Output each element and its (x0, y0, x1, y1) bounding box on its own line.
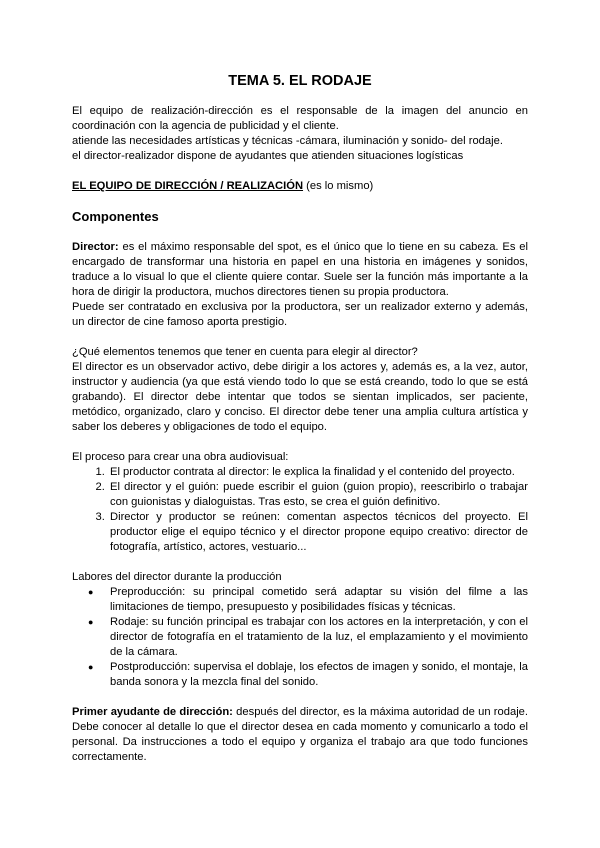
director-text: es el máximo responsable del spot, es el único que lo tiene en su cabeza. Es el encargado de transformar una historia en papel en una historia en imágenes y sonidos, traduce a lo visual lo que el cliente quiere contar. Suele ser la función más importante a la hora de dirigir la productora, muchos directores tienen su propia productora. (72, 241, 528, 298)
process-step: 1. El productor contrata al director: le explica la finalidad y el contenido del proyecto. (108, 465, 528, 480)
process-intro: El proceso para crear una obra audiovisual: (72, 451, 289, 463)
process-step: 2. El director y el guión: puede escribir el guion (guion propio), reescribirlo o trabajar con guionistas y dialoguistas. Tras esto, se crea el guión definitivo. (108, 480, 528, 510)
director-paragraph (72, 240, 528, 300)
bullet-icon: ● (88, 617, 94, 627)
section-heading-note: (es lo mismo) (306, 180, 374, 192)
subheading-componentes: Componentes (72, 209, 159, 224)
intro-paragraph-3: el director-realizador dispone de ayudantes que atienden situaciones logísticas (72, 150, 464, 162)
document-title: TEMA 5. EL RODAJE (228, 73, 372, 89)
document-page (72, 72, 528, 765)
labores-item-text: Postproducción: supervisa el doblaje, los efectos de imagen y sonido, el montaje, la banda sonora y la mezcla final del sonido. (110, 661, 528, 688)
question-answer: El director es un observador activo, debe dirigir a los actores y, además es, a la vez, autor, instructor y audiencia (ya que está viendo todo lo que se está creando, todo lo que se está grabando). El director debe intentar que todos se sientan implicados, ser paciente, metódico, organizado, claro y conciso. El director debe tener una amplia cultura artística y saber los deberes y obligaciones de todo el equipo. (72, 361, 528, 433)
ayudante-paragraph (72, 705, 528, 765)
ayudante-text: después del director, es la máxima autoridad de un rodaje. Debe conocer al detalle lo que el director desea en cada momento y comunicarlo a todo el personal. Da instrucciones a todo el equipo y organiza el trabajo ara que todo funciones correctamente. (72, 706, 529, 763)
intro-paragraph-2: atiende las necesidades artísticas y técnicas -cámara, iluminación y sonido- del rodaje. (72, 135, 503, 147)
labores-item (88, 585, 528, 615)
bullet-icon: ● (88, 587, 94, 597)
labores-item (88, 660, 528, 690)
bullet-icon: ● (88, 662, 94, 672)
ayudante-label: Primer ayudante de dirección: (72, 706, 233, 718)
process-step: 3. Director y productor se reúnen: comentan aspectos técnicos del proyecto. El productor elige el equipo técnico y el director propone equipo creativo: director de fotografía, artístico, actores, vestuario... (108, 510, 528, 555)
section-heading-text: EL EQUIPO DE DIRECCIÓN / REALIZACIÓN (72, 180, 304, 192)
labores-list (72, 585, 528, 690)
director-label: Director: (72, 241, 119, 253)
intro-paragraph-1: El equipo de realización-dirección es el responsable de la imagen del anuncio en coordinación con la agencia de publicidad y el cliente. (72, 105, 528, 132)
question-text: ¿Qué elementos tenemos que tener en cuenta para elegir al director? (72, 346, 418, 358)
section-heading (72, 179, 528, 194)
labores-item (88, 615, 528, 660)
labores-item-text: Rodaje: su función principal es trabajar con los actores en la interpretación, y con el director de fotografía en el tratamiento de la luz, el emplazamiento y el movimiento de la cámara. (110, 616, 528, 658)
director-paragraph-2: Puede ser contratado en exclusiva por la productora, ser un realizador externo y además, un director de cine famoso aporta prestigio. (72, 301, 528, 328)
process-list (72, 465, 528, 555)
labores-item-text: Preproducción: su principal cometido será adaptar su visión del filme a las limitaciones de tiempo, presupuesto y posibilidades físicas y técnicas. (110, 586, 528, 613)
labores-intro: Labores del director durante la producción (72, 571, 282, 583)
